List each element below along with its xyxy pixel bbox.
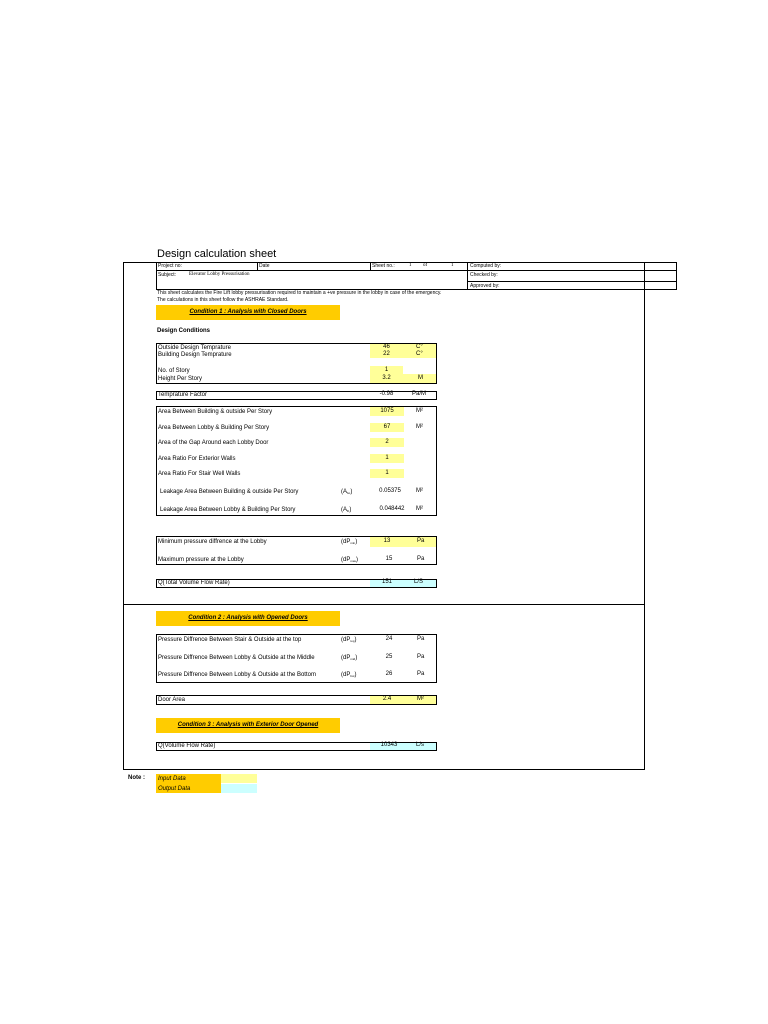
input-value[interactable]: 1075 bbox=[380, 408, 394, 414]
symbol: $(A_{bo})$ bbox=[341, 489, 353, 495]
output-value: 0.048442 bbox=[379, 506, 405, 512]
row-label: Leakage Area Between Lobby & Building Per Story bbox=[160, 507, 296, 513]
output-value: -0.98 bbox=[379, 391, 394, 397]
input-value[interactable]: 3.2 bbox=[382, 375, 391, 381]
output-value: 10343 bbox=[380, 742, 398, 748]
design-conditions-heading: Design Conditions bbox=[157, 328, 210, 334]
row-label: Pressure Diffrence Between Lobby & Outside at the Bottom bbox=[158, 672, 316, 678]
output-value: 15 bbox=[385, 556, 393, 562]
row-label: Area of the Gap Around each Lobby Door bbox=[158, 440, 269, 446]
row-label: Door Area bbox=[158, 697, 186, 703]
row-label: Leakage Area Between Building & outside Per Story bbox=[160, 489, 299, 495]
subject-label: Subject: bbox=[158, 272, 177, 278]
row-unit: Pa/M bbox=[412, 391, 427, 397]
row-unit: Pa bbox=[417, 671, 425, 677]
row-label: Height Per Story bbox=[158, 376, 203, 382]
condition-3-heading: Condition 3 : Analysis with Exterior Door Opened bbox=[156, 718, 340, 733]
condition-1-heading: Condition 1 : Analysis with Closed Doors bbox=[156, 305, 340, 320]
input-value[interactable]: 67 bbox=[383, 424, 391, 430]
symbol: $(dP_{min})$ bbox=[341, 539, 358, 545]
row-label: No. of Story bbox=[158, 368, 190, 374]
symbol: $(dP_{max})$ bbox=[341, 557, 359, 563]
description-line-1: This sheet calculates the Fire Lift lobby pressurisation required to maintain a +ve pressure in the lobby in case of the emergency. bbox=[157, 290, 442, 296]
input-value[interactable]: 1 bbox=[384, 367, 389, 373]
row-unit: C° bbox=[416, 351, 423, 357]
symbol: $(dP_{mid})$ bbox=[341, 655, 358, 661]
sheet-total: 1 bbox=[451, 263, 454, 268]
row-label: Minimum pressure diffrence at the Lobby bbox=[158, 539, 267, 545]
row-label: Area Ratio For Exterior Walls bbox=[158, 456, 236, 462]
row-label: Q(Total Volume Flow Rate) bbox=[158, 580, 230, 586]
checked-label: Checked by: bbox=[470, 272, 498, 278]
row-unit: L/S bbox=[414, 579, 424, 585]
output-value: 0.05375 bbox=[379, 488, 401, 494]
sheet-num: 1 bbox=[409, 263, 412, 268]
output-data-label: Output Data bbox=[158, 786, 191, 792]
condition-2-heading: Condition 2 : Analysis with Opened Doors bbox=[156, 611, 340, 626]
computed-label: Computed by: bbox=[470, 263, 502, 269]
description-line-2: The calculations in this sheet follow the ASHRAE Standard. bbox=[157, 297, 289, 303]
row-label: Area Ratio For Stair Well Walls bbox=[158, 471, 241, 477]
row-unit: Pa bbox=[417, 636, 425, 642]
row-unit: M² bbox=[416, 506, 423, 512]
row-label: Maximum pressure at the Lobby bbox=[158, 557, 244, 563]
row-unit: M² bbox=[416, 424, 423, 430]
date-label: Date bbox=[259, 263, 270, 269]
row-unit: Pa bbox=[417, 556, 425, 562]
input-swatch bbox=[221, 774, 257, 783]
approved-label: Approved by: bbox=[470, 283, 500, 289]
row-unit: M² bbox=[416, 408, 423, 414]
row-label: Outside Design Temprature bbox=[158, 345, 231, 351]
input-value[interactable]: 2 bbox=[385, 439, 389, 445]
symbol: $(dP_{bot})$ bbox=[341, 672, 357, 678]
output-value: 151 bbox=[381, 579, 392, 585]
row-label: Pressure Diffrence Between Lobby & Outside at the Middle bbox=[158, 655, 315, 661]
note-label: Note : bbox=[128, 775, 145, 781]
subject-value: Elevator Lobby Pressurisation bbox=[189, 272, 250, 277]
row-unit: M² bbox=[416, 488, 423, 494]
row-label: Q(Volume Flow Rate) bbox=[158, 743, 216, 749]
row-unit: M bbox=[418, 375, 423, 381]
input-value[interactable]: 1 bbox=[385, 470, 389, 476]
sheet-of: of bbox=[423, 263, 428, 268]
row-unit: Pa bbox=[417, 538, 425, 544]
row-unit: Pa bbox=[417, 654, 425, 660]
input-data-label: Input Data bbox=[158, 776, 186, 782]
row-unit: C° bbox=[416, 344, 423, 350]
symbol: $(dP_{top})$ bbox=[341, 637, 357, 643]
input-value[interactable]: 22 bbox=[383, 351, 390, 357]
output-value: 26 bbox=[385, 671, 393, 677]
input-value[interactable]: 2.4 bbox=[382, 696, 392, 702]
input-value[interactable]: 1 bbox=[385, 455, 389, 461]
row-unit: L/s bbox=[416, 742, 425, 748]
input-value[interactable]: 46 bbox=[383, 344, 390, 350]
row-label: Area Between Building & outside Per Story bbox=[158, 409, 273, 415]
project-label: Project no: bbox=[158, 263, 182, 269]
row-label: Area Between Lobby & Building Per Story bbox=[158, 425, 270, 431]
sheet-title: Design calculation sheet bbox=[157, 248, 277, 260]
row-label: Building Design Temprature bbox=[158, 352, 232, 358]
output-value: 25 bbox=[385, 654, 393, 660]
output-swatch bbox=[221, 784, 257, 793]
sheet-label: Sheet no.: bbox=[372, 263, 395, 269]
input-value[interactable]: 13 bbox=[383, 538, 391, 544]
row-unit: M² bbox=[417, 696, 424, 702]
row-label: Temprature Factor bbox=[158, 392, 208, 398]
symbol: $(A_{lb})$ bbox=[341, 507, 352, 513]
output-value: 24 bbox=[385, 636, 393, 642]
row-label: Pressure Diffrence Between Stair & Outside at the top bbox=[158, 637, 302, 643]
